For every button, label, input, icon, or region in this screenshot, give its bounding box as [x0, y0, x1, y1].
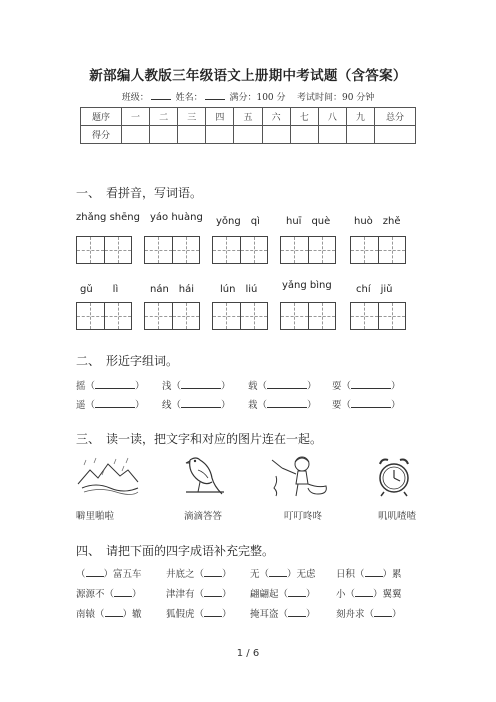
- score-input-cell[interactable]: [234, 126, 262, 144]
- score-row-label: 得分: [81, 126, 122, 144]
- page-title: 新部编人教版三年级语文上册期中考试题（含答案）: [89, 68, 407, 84]
- answer-blank[interactable]: [351, 398, 391, 408]
- section-3-title: 三、 读一读，把文字和对应的图片连在一起。: [76, 432, 323, 446]
- class-label: 班级：: [121, 93, 149, 103]
- answer-blank[interactable]: [355, 587, 373, 597]
- section-1-title: 一、 看拼音，写词语。: [76, 186, 203, 200]
- answer-blank[interactable]: [288, 607, 306, 617]
- writing-grid[interactable]: [350, 302, 406, 330]
- writing-grid[interactable]: [280, 302, 336, 330]
- idiom-prefix: 津津有（: [166, 589, 205, 600]
- score-header-cell: 三: [178, 108, 206, 126]
- answer-blank[interactable]: [86, 567, 104, 577]
- score-input-cell[interactable]: [150, 126, 178, 144]
- writing-grid[interactable]: [350, 236, 406, 264]
- answer-blank[interactable]: [365, 567, 383, 577]
- answer-blank[interactable]: [95, 398, 135, 408]
- idiom-suffix: ）无虑: [287, 569, 316, 580]
- char-close: ）: [221, 400, 231, 411]
- score-header-cell: 六: [262, 108, 290, 126]
- idiom-suffix: ）辙: [122, 609, 142, 620]
- char-open: 浅（: [162, 381, 182, 392]
- pinyin-label: huī què: [286, 216, 331, 227]
- idiom-prefix: 井底之（: [166, 569, 205, 580]
- idiom-item: [166, 606, 232, 620]
- char-open: 栽（: [248, 400, 268, 411]
- score-header-cell: 题序: [81, 108, 122, 126]
- word-item: [76, 397, 145, 411]
- score-input-cell[interactable]: [262, 126, 290, 144]
- idiom-suffix: ）累: [382, 569, 402, 580]
- full-score: 满分：100 分: [229, 93, 286, 103]
- word-item: [248, 378, 317, 392]
- pinyin-label: chí jiǔ: [356, 284, 393, 295]
- pinyin-label: lún liú: [220, 284, 258, 295]
- score-header-cell: 七: [290, 108, 318, 126]
- idiom-suffix: ）翼翼: [373, 589, 402, 600]
- pinyin-label: yǎng bìng: [282, 280, 332, 291]
- class-blank: [151, 90, 171, 100]
- idiom-suffix: ）富五车: [103, 569, 142, 580]
- exam-info-line: [0, 90, 496, 103]
- idiom-item: [336, 606, 402, 620]
- score-header-cell: 八: [318, 108, 346, 126]
- score-input-cell[interactable]: [122, 126, 150, 144]
- char-open: 耍（: [332, 381, 352, 392]
- idiom-prefix: 无（: [250, 569, 270, 580]
- score-input-cell[interactable]: [206, 126, 234, 144]
- name-blank: [205, 90, 225, 100]
- idiom-prefix: 翩翩起（: [250, 589, 289, 600]
- picture-caption[interactable]: 噼里啪啦: [76, 511, 115, 522]
- char-close: ）: [307, 381, 317, 392]
- idiom-prefix: （: [76, 569, 86, 580]
- child-playing-icon[interactable]: [268, 454, 332, 500]
- score-value-row: [81, 126, 416, 144]
- section-2-title: 二、 形近字组词。: [76, 354, 179, 368]
- word-item: [248, 397, 317, 411]
- char-open: 摇（: [76, 381, 96, 392]
- answer-blank[interactable]: [114, 587, 132, 597]
- writing-grid[interactable]: [212, 236, 268, 264]
- score-header-cell: 二: [150, 108, 178, 126]
- idiom-item: [76, 566, 142, 580]
- answer-blank[interactable]: [204, 587, 222, 597]
- idiom-item: [76, 606, 142, 620]
- idiom-item: [166, 586, 232, 600]
- pinyin-label: gǔ lì: [80, 284, 119, 295]
- bird-icon[interactable]: [180, 452, 228, 500]
- page-number: 1 / 6: [236, 648, 260, 659]
- word-item: [162, 378, 231, 392]
- picture-caption[interactable]: 叽叽喳喳: [378, 511, 417, 522]
- score-input-cell[interactable]: [290, 126, 318, 144]
- answer-blank[interactable]: [269, 567, 287, 577]
- idiom-suffix: ）: [392, 609, 402, 620]
- score-header-cell: 一: [122, 108, 150, 126]
- word-item: [332, 378, 401, 392]
- idiom-item: [166, 566, 232, 580]
- idiom-item: [76, 586, 142, 600]
- rain-landscape-icon[interactable]: [76, 456, 140, 496]
- char-open: 载（: [248, 381, 268, 392]
- score-header-row: [81, 108, 416, 126]
- idiom-prefix: 刻舟求（: [336, 609, 375, 620]
- picture-caption[interactable]: 滴滴答答: [184, 511, 223, 522]
- char-open: 线（: [162, 400, 182, 411]
- idiom-prefix: 日积（: [336, 569, 365, 580]
- score-header-cell: 四: [206, 108, 234, 126]
- exam-time: 考试时间：90 分钟: [296, 93, 375, 103]
- idiom-prefix: 掩耳盗（: [250, 609, 289, 620]
- answer-blank[interactable]: [181, 398, 221, 408]
- pinyin-label: nán hái: [150, 284, 195, 295]
- word-item: [76, 378, 145, 392]
- pinyin-label: yǒng qì: [216, 216, 260, 227]
- char-close: ）: [307, 400, 317, 411]
- idiom-suffix: ）: [306, 589, 316, 600]
- pinyin-label: yáo huàng: [150, 212, 203, 223]
- idiom-prefix: 南辕（: [76, 609, 105, 620]
- char-close: ）: [221, 381, 231, 392]
- score-input-cell[interactable]: [346, 126, 374, 144]
- writing-grid[interactable]: [76, 236, 132, 264]
- idiom-suffix: ）: [306, 609, 316, 620]
- alarm-clock-icon[interactable]: [374, 454, 414, 498]
- idiom-item: [250, 606, 316, 620]
- answer-blank[interactable]: [351, 379, 391, 389]
- idiom-item: [250, 566, 316, 580]
- name-label: 姓名：: [175, 93, 203, 103]
- answer-blank[interactable]: [204, 567, 222, 577]
- char-close: ）: [135, 400, 145, 411]
- answer-blank[interactable]: [181, 379, 221, 389]
- idiom-item: [336, 586, 402, 600]
- writing-grid[interactable]: [212, 302, 268, 330]
- writing-grid[interactable]: [144, 236, 200, 264]
- answer-blank[interactable]: [267, 398, 307, 408]
- answer-blank[interactable]: [95, 379, 135, 389]
- idiom-prefix: 小（: [336, 589, 356, 600]
- idiom-suffix: ）: [222, 569, 232, 580]
- char-close: ）: [135, 381, 145, 392]
- answer-blank[interactable]: [204, 607, 222, 617]
- score-table: [80, 107, 416, 144]
- writing-grid[interactable]: [144, 302, 200, 330]
- char-close: ）: [391, 400, 401, 411]
- idiom-suffix: ）: [222, 589, 232, 600]
- score-header-cell: 总分: [375, 108, 416, 126]
- idiom-suffix: ）: [222, 609, 232, 620]
- section-4-title: 四、 请把下面的四字成语补充完整。: [76, 544, 275, 558]
- answer-blank[interactable]: [267, 379, 307, 389]
- answer-blank[interactable]: [105, 607, 123, 617]
- idiom-prefix: 源源不（: [76, 589, 115, 600]
- char-open: 遥（: [76, 400, 96, 411]
- idiom-prefix: 狐假虎（: [166, 609, 205, 620]
- char-close: ）: [391, 381, 401, 392]
- picture-caption[interactable]: 叮叮咚咚: [284, 511, 323, 522]
- word-item: [332, 397, 401, 411]
- idiom-suffix: ）: [132, 589, 142, 600]
- score-input-cell[interactable]: [318, 126, 346, 144]
- writing-grid[interactable]: [76, 302, 132, 330]
- pinyin-label: zhǎng shēng: [76, 212, 140, 223]
- word-item: [162, 397, 231, 411]
- answer-blank[interactable]: [288, 587, 306, 597]
- pinyin-label: huò zhě: [354, 216, 401, 227]
- writing-grid[interactable]: [280, 236, 336, 264]
- score-header-cell: 九: [346, 108, 374, 126]
- idiom-item: [336, 566, 402, 580]
- char-open: 要（: [332, 400, 352, 411]
- score-header-cell: 五: [234, 108, 262, 126]
- answer-blank[interactable]: [374, 607, 392, 617]
- score-input-cell[interactable]: [178, 126, 206, 144]
- score-input-cell[interactable]: [375, 126, 416, 144]
- idiom-item: [250, 586, 316, 600]
